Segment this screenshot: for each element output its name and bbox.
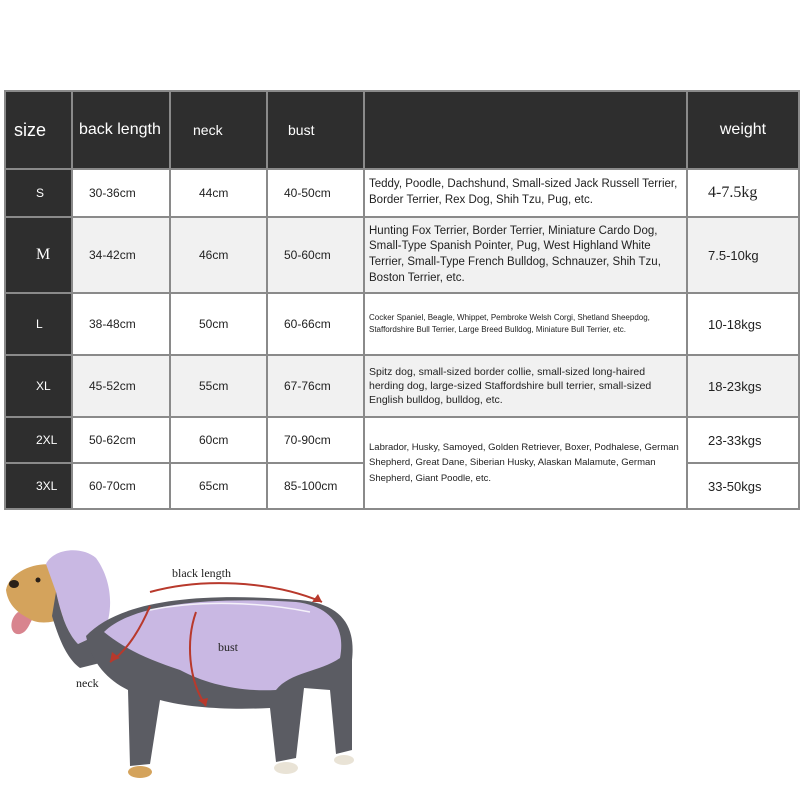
table-row: [5, 355, 799, 417]
breed-list: Cocker Spaniel, Beagle, Whippet, Pembroke Welsh Corgi, Shetland Sheepdog, Staffordshire Bull Terrier, Large Breed Bulldog, Miniature Bull Terrier, etc.: [364, 293, 687, 355]
neck-value: 55cm: [170, 355, 267, 417]
dog-nose: [9, 580, 19, 588]
header-bust: bust: [267, 91, 364, 169]
dog-eye: [36, 578, 41, 583]
dog-paw: [274, 762, 298, 774]
neck-value: 50cm: [170, 293, 267, 355]
table-row: [5, 417, 799, 463]
neck-value: 46cm: [170, 217, 267, 293]
dog-paw: [334, 755, 354, 765]
neck-value: 65cm: [170, 463, 267, 509]
bust-value: 40-50cm: [267, 169, 364, 217]
header-breeds: [364, 91, 687, 169]
header-size: size: [5, 91, 72, 169]
size-label: M: [5, 217, 72, 293]
bust-value: 67-76cm: [267, 355, 364, 417]
table-row: [5, 217, 799, 293]
breed-list: Labrador, Husky, Samoyed, Golden Retriever, Boxer, Podhalese, German Shepherd, Great Dane, Siberian Husky, Alaskan Malamute, German Shepherd, Giant Poodle, etc.: [364, 417, 687, 509]
header-weight: weight: [687, 91, 799, 169]
bust-value: 60-66cm: [267, 293, 364, 355]
back-length-label: black length: [172, 566, 231, 580]
neck-value: 44cm: [170, 169, 267, 217]
table-row: [5, 293, 799, 355]
back-length-value: 50-62cm: [72, 417, 170, 463]
header-back-length: back length: [72, 91, 170, 169]
measurement-diagram: [0, 540, 400, 800]
size-chart-table: [4, 90, 800, 510]
weight-value: 18-23kgs: [687, 355, 799, 417]
size-label: S: [5, 169, 72, 217]
neck-label: neck: [76, 676, 99, 690]
breed-list: Teddy, Poodle, Dachshund, Small-sized Jack Russell Terrier, Border Terrier, Rex Dog, Shih Tzu, Pug, etc.: [364, 169, 687, 217]
bust-label: bust: [218, 640, 239, 654]
breed-list: Spitz dog, small-sized border collie, small-sized long-haired herding dog, large-sized Staffordshire bull terrier, small-sized English bulldog, bulldog, etc.: [364, 355, 687, 417]
breed-list: Hunting Fox Terrier, Border Terrier, Miniature Cardo Dog, Small-Type Spanish Pointer, Pug, West Highland White Terrier, Small-Type French Bulldog, Schnauzer, Shih Tzu, Boston Terrier, etc.: [364, 217, 687, 293]
size-label: 2XL: [5, 417, 72, 463]
back-length-value: 60-70cm: [72, 463, 170, 509]
dog-paw: [128, 766, 152, 778]
weight-value: 10-18kgs: [687, 293, 799, 355]
header-neck: neck: [170, 91, 267, 169]
bust-value: 85-100cm: [267, 463, 364, 509]
back-length-value: 30-36cm: [72, 169, 170, 217]
weight-value: 23-33kgs: [687, 417, 799, 463]
neck-value: 60cm: [170, 417, 267, 463]
bust-value: 70-90cm: [267, 417, 364, 463]
size-label: 3XL: [5, 463, 72, 509]
back-length-value: 45-52cm: [72, 355, 170, 417]
back-length-value: 34-42cm: [72, 217, 170, 293]
table-row: [5, 169, 799, 217]
size-label: L: [5, 293, 72, 355]
weight-value: 4-7.5kg: [687, 169, 799, 217]
header-row: [5, 91, 799, 169]
back-length-value: 38-48cm: [72, 293, 170, 355]
bust-value: 50-60cm: [267, 217, 364, 293]
weight-value: 7.5-10kg: [687, 217, 799, 293]
size-label: XL: [5, 355, 72, 417]
weight-value: 33-50kgs: [687, 463, 799, 509]
